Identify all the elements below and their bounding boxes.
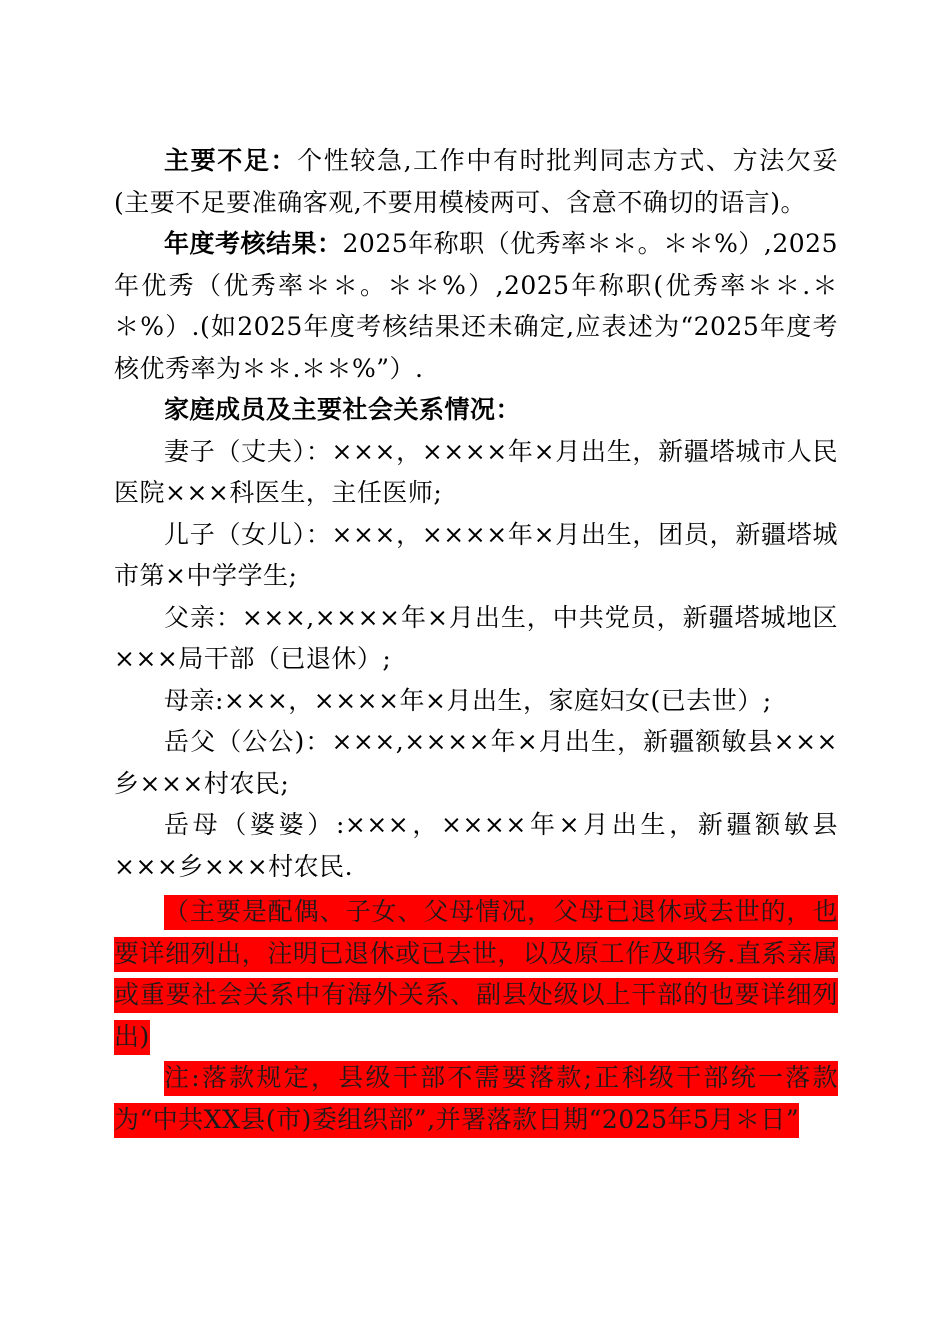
spouse-paragraph: 妻子（丈夫）：×××，××××年×月出生，新疆塔城市人民医院×××科医生，主任医师;	[114, 436, 838, 507]
note-family-instructions	[114, 891, 838, 1057]
document-page	[114, 140, 838, 1140]
family-heading	[114, 389, 838, 431]
note-signature-rules-text: 注:落款规定，县级干部不需要落款;正科级干部统一落款为“中共XX县(市)委组织部”,并署落款日期“2025年5月＊日”	[114, 1061, 838, 1138]
note-signature-rules	[114, 1057, 838, 1140]
child-paragraph: 儿子（女儿）：×××，××××年×月出生，团员，新疆塔城市第×中学学生;	[114, 519, 838, 590]
deficiency-paragraph	[114, 140, 838, 223]
assessment-paragraph	[114, 223, 838, 389]
father-paragraph: 父亲：×××,××××年×月出生，中共党员，新疆塔城地区×××局干部（已退休）;	[114, 602, 838, 673]
deficiency-label: 主要不足：	[164, 146, 298, 175]
father-in-law-paragraph: 岳父（公公)：×××,××××年×月出生，新疆额敏县×××乡×××村农民;	[114, 727, 838, 798]
deficiency-text: 个性较急,工作中有时批判同志方式、方法欠妥(主要不足要准确客观,不要用模棱两可、含意不确切的语言)。	[114, 146, 838, 217]
mother-paragraph: 母亲:×××，××××年×月出生，家庭妇女(已去世）;	[164, 685, 772, 715]
assessment-label: 年度考核结果：	[164, 229, 343, 258]
assessment-text: 2025年称职（优秀率＊＊。＊＊%）,2025年优秀（优秀率＊＊。＊＊%）,2025年称职(优秀率＊＊.＊＊%）.(如2025年度考核结果还未确定,应表述为“2025年度考核优秀率为＊＊.＊＊%”）.	[114, 229, 838, 383]
family-heading-label: 家庭成员及主要社会关系情况：	[164, 395, 522, 424]
mother-in-law-paragraph: 岳母（婆婆）:×××，××××年×月出生，新疆额敏县×××乡×××村农民.	[114, 810, 838, 881]
note-family-instructions-text: （主要是配偶、子女、父母情况，父母已退休或去世的，也要详细列出，注明已退休或已去世，以及原工作及职务.直系亲属或重要社会关系中有海外关系、副县处级以上干部的也要详细列出)	[114, 895, 838, 1055]
